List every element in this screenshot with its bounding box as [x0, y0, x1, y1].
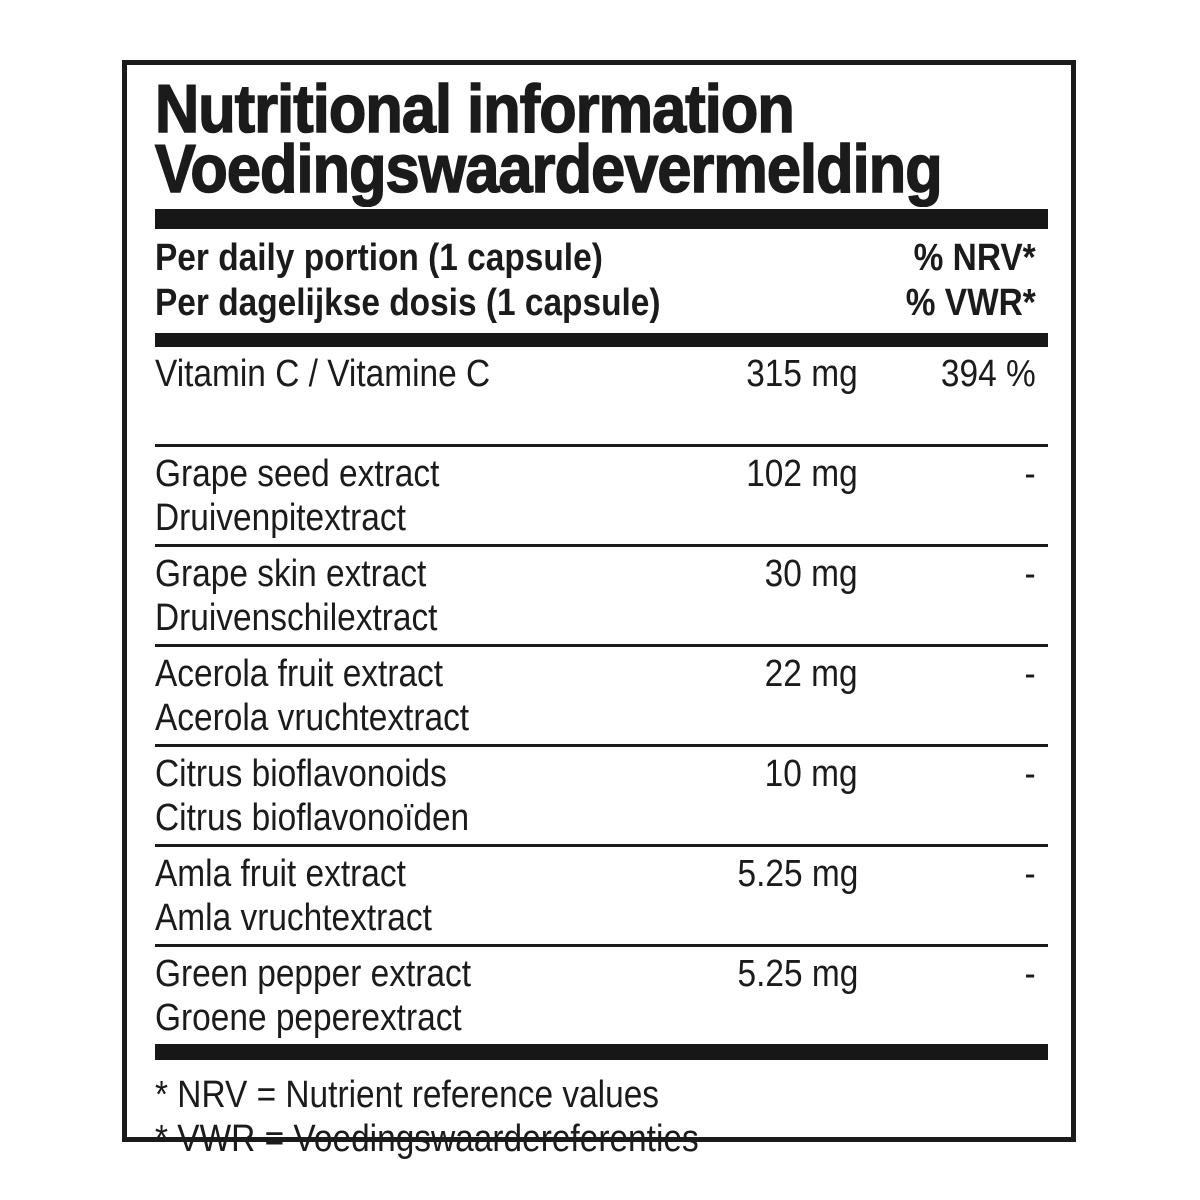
ingredient-nrv-cell	[858, 852, 1048, 896]
ingredient-name-cell	[155, 852, 633, 940]
ingredient-nrv: -	[1024, 953, 1036, 995]
table-row	[155, 847, 1048, 947]
ingredient-nrv: -	[1024, 853, 1036, 895]
ingredient-amount: 10 mg	[765, 753, 858, 795]
header-nrv	[748, 236, 1048, 326]
table-row	[155, 747, 1048, 847]
ingredient-amount-cell	[633, 652, 858, 696]
title-english: Nutritional information	[155, 71, 794, 147]
table-header	[155, 236, 1048, 326]
ingredient-amount: 102 mg	[746, 453, 858, 495]
ingredient-name-cell	[155, 752, 633, 840]
ingredient-name-nl: Acerola vruchtextract	[155, 697, 470, 739]
separator-bar-top	[155, 209, 1048, 229]
title-dutch: Voedingswaardevermelding	[155, 131, 942, 207]
ingredient-amount-cell	[633, 952, 858, 996]
ingredient-amount-cell	[633, 752, 858, 796]
ingredient-amount-cell	[633, 852, 858, 896]
ingredient-nrv-cell	[858, 352, 1048, 396]
ingredient-amount: 22 mg	[765, 653, 858, 695]
ingredient-name-en: Vitamin C / Vitamine C	[155, 353, 491, 395]
ingredient-amount: 30 mg	[765, 553, 858, 595]
ingredient-nrv: -	[1024, 453, 1036, 495]
separator-bar-header	[155, 333, 1048, 347]
ingredient-amount-cell	[633, 552, 858, 596]
ingredient-name-nl: Groene peperextract	[155, 997, 462, 1039]
ingredient-nrv-cell	[858, 652, 1048, 696]
ingredient-nrv: -	[1024, 553, 1036, 595]
ingredient-name-nl: Citrus bioflavonoïden	[155, 797, 470, 839]
footnote-nrv: * NRV = Nutrient reference values	[155, 1074, 660, 1116]
ingredient-name-en: Grape seed extract	[155, 453, 440, 495]
ingredient-name-cell	[155, 552, 633, 640]
header-nrv-english: % NRV*	[913, 237, 1036, 279]
table-row	[155, 347, 1048, 447]
table-row	[155, 547, 1048, 647]
ingredient-amount: 5.25 mg	[737, 953, 858, 995]
table-row	[155, 647, 1048, 747]
ingredient-amount-cell	[633, 452, 858, 496]
header-portion-english: Per daily portion (1 capsule)	[155, 237, 603, 279]
ingredient-name-nl: Druivenschilextract	[155, 597, 438, 639]
footnote-vwr: * VWR = Voedingswaardereferenties	[155, 1118, 699, 1160]
nutrition-label	[122, 60, 1076, 1160]
ingredient-amount: 315 mg	[746, 353, 858, 395]
table-row	[155, 947, 1048, 1044]
ingredient-name-nl: Druivenpitextract	[155, 497, 406, 539]
label-title	[155, 71, 1048, 207]
ingredient-nrv-cell	[858, 752, 1048, 796]
ingredient-nrv-cell	[858, 452, 1048, 496]
ingredient-name-cell	[155, 452, 633, 540]
ingredient-name-cell	[155, 352, 633, 440]
ingredient-nrv: -	[1024, 653, 1036, 695]
ingredient-name-en: Acerola fruit extract	[155, 653, 444, 695]
header-portion	[155, 236, 748, 326]
nutrition-table	[155, 347, 1048, 1044]
ingredient-amount: 5.25 mg	[737, 853, 858, 895]
ingredient-name-nl: Amla vruchtextract	[155, 897, 432, 939]
ingredient-name-en: Citrus bioflavonoids	[155, 753, 447, 795]
ingredient-name-cell	[155, 952, 633, 1040]
header-portion-dutch: Per dagelijkse dosis (1 capsule)	[155, 282, 661, 324]
header-nrv-dutch: % VWR*	[905, 282, 1036, 324]
ingredient-nrv: -	[1024, 753, 1036, 795]
ingredient-name-cell	[155, 652, 633, 740]
ingredient-name-en: Amla fruit extract	[155, 853, 406, 895]
ingredient-nrv-cell	[858, 552, 1048, 596]
table-row	[155, 447, 1048, 547]
ingredient-amount-cell	[633, 352, 858, 396]
ingredient-nrv: 394 %	[941, 353, 1036, 395]
ingredient-name-en: Grape skin extract	[155, 553, 427, 595]
separator-bar-bottom	[155, 1044, 1048, 1060]
ingredient-nrv-cell	[858, 952, 1048, 996]
footnotes	[155, 1073, 1048, 1161]
ingredient-name-en: Green pepper extract	[155, 953, 472, 995]
